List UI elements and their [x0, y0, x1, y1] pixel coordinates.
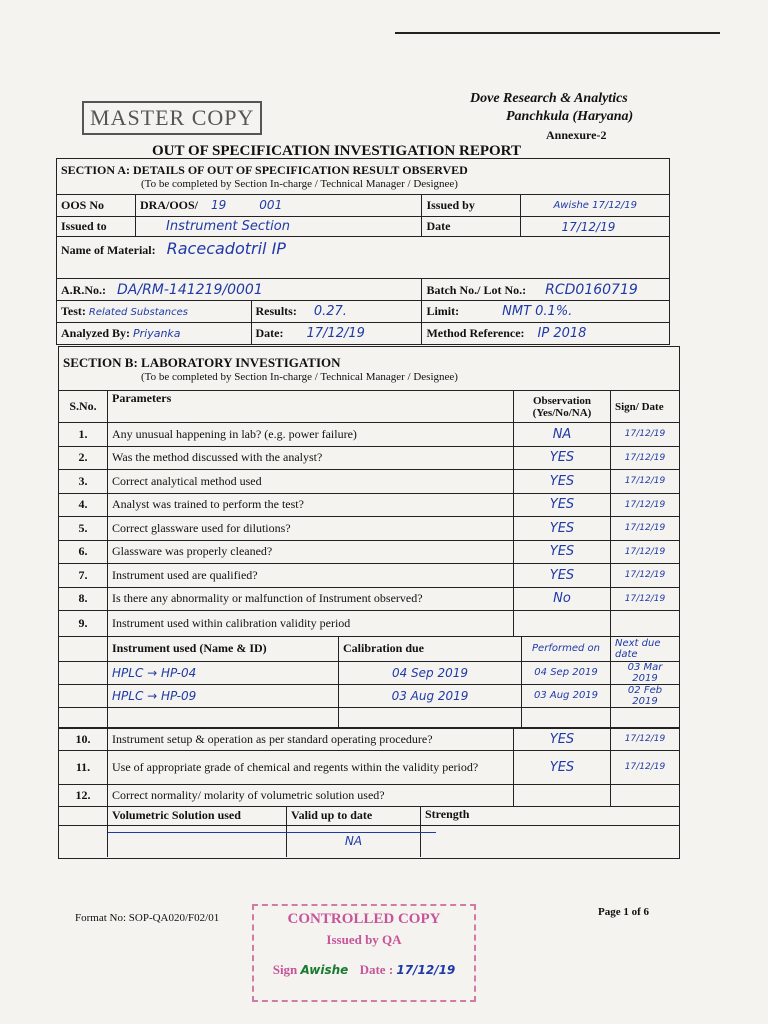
row-sign-date: 17/12/19 — [611, 493, 680, 517]
col-params: Parameters — [108, 391, 514, 423]
vol-value: NA — [287, 825, 421, 857]
instrument-row — [59, 661, 679, 684]
row-sign-date: 17/12/19 — [611, 728, 680, 750]
vol-col-strength: Strength — [421, 807, 680, 825]
date2-label: Date: — [255, 326, 284, 340]
ctrl-title: CONTROLLED COPY — [287, 911, 441, 927]
row-number: 6. — [59, 540, 108, 564]
row-number: 11. — [59, 750, 108, 784]
instrument-cal-due: 04 Sep 2019 — [339, 661, 522, 684]
row-number: 7. — [59, 564, 108, 588]
checklist-row — [59, 493, 680, 517]
issued-by-label: Issued by — [422, 195, 521, 217]
method-value: IP 2018 — [537, 326, 587, 341]
col-sno: S.No. — [59, 391, 108, 423]
instrument-name: HPLC → HP-04 — [108, 661, 339, 684]
row-observation: NA — [514, 423, 611, 447]
date-value: 17/12/19 — [521, 217, 670, 237]
checklist-row — [59, 750, 680, 784]
row-sign-date — [611, 784, 680, 806]
instrument-next-due: 03 Mar 2019 — [611, 661, 680, 684]
row-number: 9. — [59, 611, 108, 637]
checklist-row — [59, 728, 680, 750]
results-label: Results: — [255, 304, 297, 318]
row-sign-date: 17/12/19 — [611, 564, 680, 588]
row-parameter: Correct normality/ molarity of volumetric solution used? — [108, 784, 514, 806]
row-observation: YES — [514, 470, 611, 494]
inst-col-performed: Performed on — [522, 637, 611, 661]
oos-label: OOS No — [57, 195, 136, 217]
row-observation: YES — [514, 750, 611, 784]
row-sign-date — [611, 611, 680, 637]
row-number: 1. — [59, 423, 108, 447]
instrument-name: HPLC → HP-09 — [108, 684, 339, 707]
ctrl-sign-label: Sign — [272, 962, 298, 977]
row-number: 3. — [59, 470, 108, 494]
row-number: 8. — [59, 587, 108, 611]
inst-col-next: Next due date — [611, 637, 680, 661]
row-sign-date: 17/12/19 — [611, 540, 680, 564]
row-parameter: Was the method discussed with the analyst? — [108, 446, 514, 470]
checklist-row — [59, 470, 680, 494]
analyzed-label: Analyzed By: — [61, 326, 130, 340]
ctrl-sign-value: Awishe — [300, 963, 349, 977]
row-parameter: Instrument setup & operation as per standard operating procedure? — [108, 728, 514, 750]
checklist-row — [59, 423, 680, 447]
row-observation: YES — [514, 517, 611, 541]
batch-label: Batch No./ Lot No.: — [426, 282, 527, 297]
row-number: 12. — [59, 784, 108, 806]
instrument-performed: 04 Sep 2019 — [522, 661, 611, 684]
row-sign-date: 17/12/19 — [611, 423, 680, 447]
analyzed-value: Priyanka — [133, 327, 181, 340]
checklist-row — [59, 587, 680, 611]
strike-line — [108, 832, 436, 833]
oos-value-2: 001 — [259, 198, 283, 212]
checklist-row — [59, 564, 680, 588]
row-parameter: Instrument used are qualified? — [108, 564, 514, 588]
oos-value-1: 19 — [211, 198, 227, 212]
row-parameter: Analyst was trained to perform the test? — [108, 493, 514, 517]
instrument-next-due: 02 Feb 2019 — [611, 684, 680, 707]
row-parameter: Instrument used within calibration validity period — [108, 611, 514, 637]
section-a-note: (To be completed by Section In-charge / Technical Manager / Designee) — [141, 178, 458, 190]
issued-to-value: Instrument Section — [136, 217, 422, 237]
row-sign-date: 17/12/19 — [611, 517, 680, 541]
section-b-heading: SECTION B: LABORATORY INVESTIGATION — [63, 355, 341, 370]
instrument-row — [59, 684, 679, 707]
master-copy-stamp: MASTER COPY — [82, 101, 262, 135]
vol-col-valid: Valid up to date — [287, 807, 421, 825]
row-number: 4. — [59, 493, 108, 517]
inst-col-name: Instrument used (Name & ID) — [108, 637, 339, 661]
row-observation: No — [514, 587, 611, 611]
row-parameter: Use of appropriate grade of chemical and regents within the validity period? — [108, 750, 514, 784]
checklist-row — [59, 540, 680, 564]
date2-value: 17/12/19 — [306, 326, 365, 341]
row-observation: YES — [514, 446, 611, 470]
instrument-spacer — [59, 661, 108, 684]
row-observation: YES — [514, 493, 611, 517]
material-label: Name of Material: — [61, 243, 156, 257]
row-observation: YES — [514, 728, 611, 750]
inst-col-cal: Calibration due — [339, 637, 522, 661]
arno-value: DA/RM-141219/0001 — [117, 281, 263, 298]
scan-edge-line — [395, 32, 720, 34]
annexure-label: Annexure-2 — [546, 128, 607, 142]
date-label: Date — [422, 217, 521, 237]
vol-col-solution: Volumetric Solution used — [108, 807, 287, 825]
instrument-performed: 03 Aug 2019 — [522, 684, 611, 707]
row-observation — [514, 784, 611, 806]
method-label: Method Reference: — [426, 326, 525, 340]
limit-label: Limit: — [426, 304, 460, 318]
row-sign-date: 17/12/19 — [611, 470, 680, 494]
section-a-heading: SECTION A: DETAILS OF OUT OF SPECIFICATION RESULT OBSERVED — [61, 163, 468, 177]
ctrl-date-label: Date : — [359, 962, 394, 977]
checklist-row — [59, 517, 680, 541]
page-title: OUT OF SPECIFICATION INVESTIGATION REPORT — [152, 143, 521, 159]
instrument-cal-due: 03 Aug 2019 — [339, 684, 522, 707]
row-number: 10. — [59, 728, 108, 750]
page-number: Page 1 of 6 — [598, 906, 650, 918]
row-parameter: Correct glassware used for dilutions? — [108, 517, 514, 541]
section-b-note: (To be completed by Section In-charge / Technical Manager / Designee) — [141, 371, 458, 383]
row-observation: YES — [514, 564, 611, 588]
col-sign-date: Sign/ Date — [611, 391, 680, 423]
results-value: 0.27. — [313, 304, 347, 319]
dra-label: DRA/OOS/ — [140, 198, 199, 212]
row-observation: YES — [514, 540, 611, 564]
arno-label: A.R.No.: — [61, 282, 106, 297]
row-sign-date: 17/12/19 — [611, 446, 680, 470]
company-location: Panchkula (Haryana) — [506, 109, 634, 124]
row-sign-date: 17/12/19 — [611, 750, 680, 784]
instrument-spacer — [59, 684, 108, 707]
row-observation — [514, 611, 611, 637]
col-observation: Observation (Yes/No/NA) — [514, 391, 611, 423]
row-parameter: Is there any abnormality or malfunction of Instrument observed? — [108, 587, 514, 611]
row-number: 5. — [59, 517, 108, 541]
checklist-row — [59, 784, 680, 806]
ctrl-date-value: 17/12/19 — [396, 963, 456, 977]
test-value: Related Substances — [88, 307, 188, 318]
checklist-row — [59, 611, 680, 637]
row-number: 2. — [59, 446, 108, 470]
issued-to-label: Issued to — [57, 217, 136, 237]
section-b — [58, 346, 680, 859]
limit-value: NMT 0.1%. — [502, 304, 573, 319]
row-sign-date: 17/12/19 — [611, 587, 680, 611]
controlled-copy-stamp — [252, 904, 476, 1002]
material-value: Racecadotril IP — [166, 239, 286, 258]
checklist-row — [59, 446, 680, 470]
section-a — [56, 158, 670, 345]
row-parameter: Any unusual happening in lab? (e.g. power failure) — [108, 423, 514, 447]
company-name: Dove Research & Analytics — [470, 91, 628, 106]
row-parameter: Correct analytical method used — [108, 470, 514, 494]
format-number: Format No: SOP-QA020/F02/01 — [75, 912, 220, 924]
batch-value: RCD0160719 — [545, 281, 638, 298]
issued-by-value: Awishe 17/12/19 — [521, 195, 670, 217]
ctrl-issued: Issued by QA — [326, 932, 402, 947]
row-parameter: Glassware was properly cleaned? — [108, 540, 514, 564]
test-label: Test: — [61, 304, 86, 318]
